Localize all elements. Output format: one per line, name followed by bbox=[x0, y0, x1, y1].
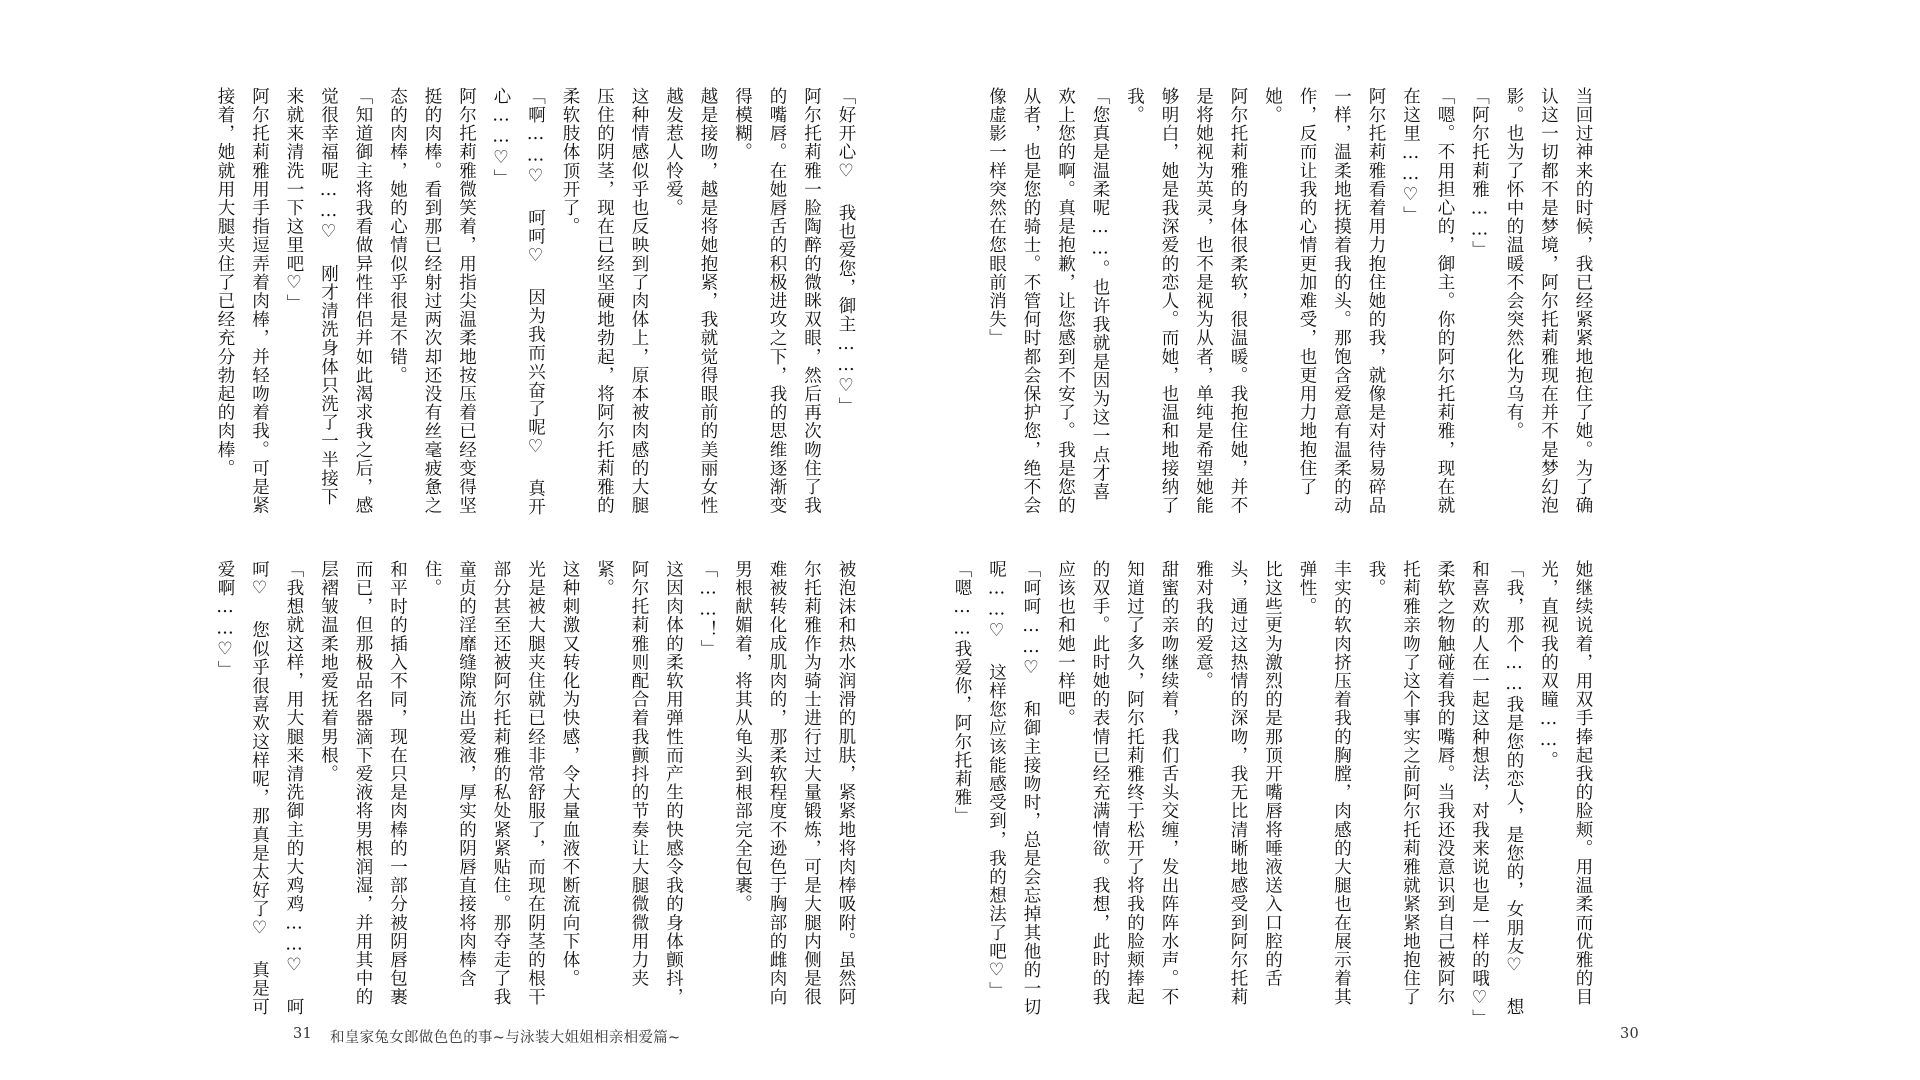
paragraph: 「我想就这样，用大腿来清洗御主的大鸡鸡……♡ 呵呵♡ 您似乎很喜欢这样呢，那真是太好了♡ 真是可爱啊……♡」 bbox=[215, 560, 304, 1017]
paragraph: 光是被大腿夹住就已经非常舒服了，而现在阴茎的根干部分甚至还被阿尔托莉雅的私处紧紧贴住。那夺走了我童贞的淫靡缝隙流出爱液，厚实的阴唇直接将肉棒含住。 bbox=[422, 560, 546, 1007]
paragraph: 这种刺激又转化为快感，令大量血液不断流向下体。 bbox=[560, 560, 580, 988]
paragraph: 阿尔托莉雅用手指逗弄着肉棒，并轻吻着我。可是紧接着，她就用大腿夹住了已经充分勃起的肉棒。 bbox=[215, 87, 270, 515]
paragraph: 比这些更为激烈的是那顶开嘴唇将唾液送入口腔的舌头，通过这热情的深吻，我无比清晰地感受到阿尔托莉雅对我的爱意。 bbox=[1193, 560, 1283, 1007]
right-page-upper-text bbox=[986, 87, 1600, 517]
right-page-number: 30 bbox=[1620, 1026, 1640, 1042]
paragraph: 柔软之物触碰着我的嘴唇。当我还没意识到自己被阿尔托莉雅亲吻了这个事实之前阿尔托莉雅就紧紧地抱住了我。 bbox=[1366, 560, 1455, 1007]
paragraph: 阿尔托莉雅的身体很柔软，很温暖。我抱住她，并不是将她视为英灵，也不是视为从者，单纯是希望她能够明白，她是我深爱的恋人。而她，也温和地接纳了我。 bbox=[1124, 87, 1248, 515]
paragraph: 阿尔托莉雅一脸陶醉的微眯双眼，然后再次吻住了我的嘴唇。在她唇舌的积极进攻之下，我的思维逐渐变得模糊。 bbox=[732, 87, 822, 515]
left-page-upper-text bbox=[215, 87, 863, 517]
paragraph: 这种情感似乎也反映到了肉体上，原本被肉感的大腿压住的阴茎，现在已经坚硬地勃起，将阿尔托莉雅的柔软肢体顶开了。 bbox=[560, 87, 649, 515]
paragraph: 「呵呵……♡ 和御主接吻时，总是会忘掉其他的一切呢……♡ 这样您应该能感受到，我的想法了吧♡」 bbox=[986, 560, 1041, 1017]
paragraph: 「啊……♡ 呵呵♡ 因为我而兴奋了呢♡ 真开心……♡」 bbox=[491, 87, 546, 517]
paragraph: 越是接吻，越是将她抱紧，我就觉得眼前的美丽女性越发惹人怜爱。 bbox=[663, 87, 718, 515]
paragraph: 她继续说着，用双手捧起我的脸颊。用温柔而优雅的目光，直视我的双瞳……。 bbox=[1538, 560, 1593, 1007]
right-page bbox=[952, 0, 1920, 1080]
paragraph: 「嗯……我爱你，阿尔托莉雅」 bbox=[952, 560, 972, 826]
paragraph: 丰实的软肉挤压着我的胸膛，肉感的大腿也在展示着其弹性。 bbox=[1297, 560, 1352, 1007]
paragraph: 「您真是温柔呢……。也许我就是因为这一点才喜欢上您的啊。真是抱歉，让您感到不安了。我是您的从者，也是您的骑士。不管何时都会保护您，绝不会像虚影一样突然在您眼前消失」 bbox=[986, 87, 1110, 515]
paragraph: 「我，那个……我是您的恋人，是您的，女朋友♡ 想和喜欢的人在一起这种想法，对我来说也是一样的哦♡」 bbox=[1469, 560, 1524, 1028]
paragraph: 「嗯。不用担心的，御主。你的阿尔托莉雅，现在就在这里……♡」 bbox=[1400, 87, 1455, 515]
paragraph: 「好开心♡ 我也爱您，御主……♡」 bbox=[836, 87, 856, 416]
paragraph: 「知道御主将我看做异性伴侣并如此渴求我之后，感觉很幸福呢……♡ 刚才清洗身体只洗了一半接下来就来清洗一下这里吧♡」 bbox=[284, 87, 373, 515]
left-page-lower-text bbox=[215, 560, 863, 1020]
paragraph: 和平时的插入不同，现在只是肉棒的一部分被阴唇包裹而已，但那极品名器滴下爱液将男根润湿，并用其中的层褶皱温柔地爱抚着男根。 bbox=[318, 560, 408, 1007]
paragraph: 「……！」 bbox=[698, 560, 718, 658]
paragraph: 阿尔托莉雅微笑着，用指尖温柔地按压着已经变得坚挺的肉棒。看到那已经射过两次却还没有丝毫疲惫之态的肉棒，她的心情似乎很是不错。 bbox=[387, 87, 477, 515]
paragraph: 被泡沫和热水润滑的肌肤，紧紧地将肉棒吸附。虽然阿尔托莉雅作为骑士进行过大量锻炼，可是大腿内侧是很难被转化成肌肉的，那柔软程度不逊色于胸部的雌肉向男根献媚着，将其从龟头到根部完全包裹。 bbox=[732, 560, 856, 1007]
paragraph: 阿尔托莉雅看着用力抱住她的我，就像是对待易碎品一样，温柔地抚摸着我的头。那饱含爱意有温柔的动作，反而让我的心情更加难受，也更用力地抱住了她。 bbox=[1262, 87, 1386, 515]
running-title: 和皇家兔女郎做色色的事~与泳装大姐姐相亲相爱篇~ bbox=[330, 1030, 681, 1046]
left-page-number: 31 bbox=[293, 1026, 313, 1042]
paragraph: 「阿尔托莉雅……」 bbox=[1469, 87, 1490, 260]
paragraph: 甜蜜的亲吻继续着，我们舌头交缠，发出阵阵水声。不知道过了多久，阿尔托莉雅终于松开了将我的脸颊捧起的双手。此时她的表情已经充满情欲。我想，此时的我应该也和她一样吧。 bbox=[1055, 560, 1179, 1007]
right-page-lower-text bbox=[952, 560, 1600, 1028]
paragraph: 当回过神来的时候，我已经紧紧地抱住了她。为了确认这一切都不是梦境，阿尔托莉雅现在并不是梦幻泡影。也为了怀中的温暖不会突然化为乌有。 bbox=[1504, 87, 1593, 515]
paragraph: 这因肉体的柔软用弹性而产生的快感令我的身体颤抖，阿尔托莉雅则配合着我颤抖的节奏让大腿微微用力夹紧。 bbox=[594, 560, 684, 1007]
